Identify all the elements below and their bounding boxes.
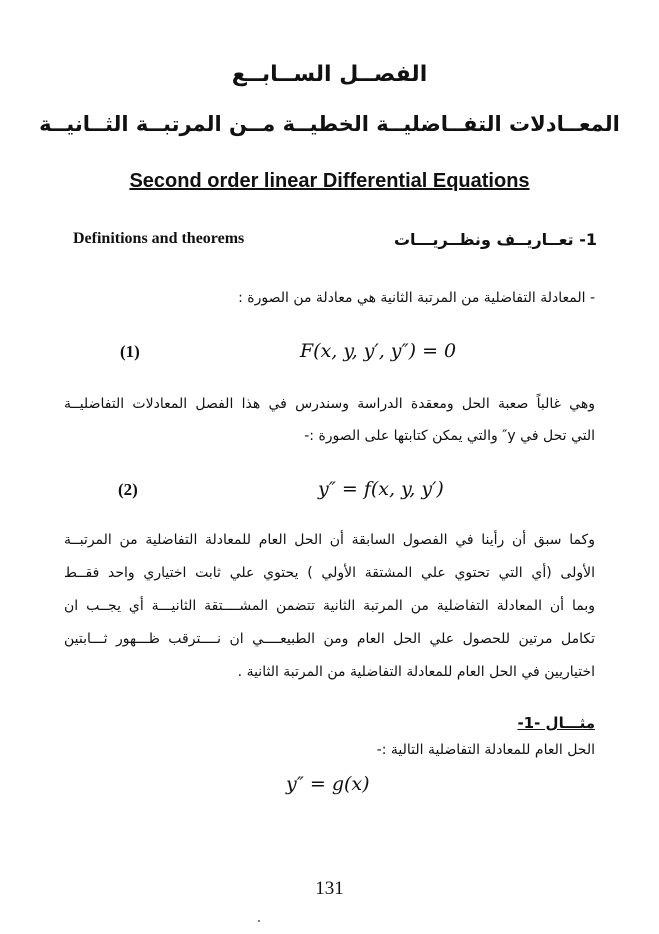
paragraph-3-line-5: اختياريين في الحل العام للمعادلة التفاضلية من المرتبة الثانية . [237, 664, 595, 680]
example-title: مثـــال -1- [517, 714, 595, 732]
paragraph-3-line-4: تكامل مرتين للحصول علي الحل العام ومن الطبيعــــي ان نــــترقب ظـــهور ثـــابتين [64, 631, 595, 647]
chapter-subtitle: المعــادلات التفــاضليــة الخطيــة مــن المرتبــة الثــانيــة [39, 112, 620, 136]
section-title-arabic: 1- تعــاريــف ونظــريـــات [393, 230, 597, 249]
equation-1: F(x, y, y′, y″) = 0 [300, 340, 457, 362]
equation-2: y″ = f(x, y, y′) [318, 478, 444, 500]
paragraph-2-line-2: التي تحل في y″ والتي يمكن كتابتها على الصورة :- [304, 428, 595, 444]
equation-1-number: (1) [120, 342, 140, 361]
paragraph-3-line-2: الأولى (أي التي تحتوي علي المشتقة الأولي ) يحتوي علي ثابت اختياري واحد فقــط [64, 565, 595, 581]
paragraph-2-line-1: وهي غالباً صعبة الحل ومعقدة الدراسة وسندرس في هذا الفصل المعادلات التفاضليــة [64, 396, 595, 412]
chapter-title: الفصــل الســابــع [231, 62, 428, 87]
equation-2-number: (2) [118, 480, 138, 499]
chapter-title-english: Second order linear Differential Equations [129, 170, 530, 192]
scan-speck [258, 920, 260, 922]
definition-paragraph: - المعادلة التفاضلية من المرتبة الثانية هي معادلة من الصورة : [238, 290, 595, 306]
example-text: الحل العام للمعادلة التفاضلية التالية :- [376, 742, 595, 758]
paragraph-3-line-3: وبما أن المعادلة التفاضلية من المرتبة الثانية تتضمن المشــــتقة الثانيـــة أي يجــب ان [64, 598, 595, 614]
page-number: 131 [315, 878, 344, 899]
equation-3: y″ = g(x) [286, 773, 370, 795]
section-title-english: Definitions and theorems [73, 230, 245, 247]
paragraph-3-line-1: وكما سبق أن رأينا في الفصول السابقة أن الحل العام للمعادلة التفاضلية من المرتبــة [64, 532, 595, 548]
